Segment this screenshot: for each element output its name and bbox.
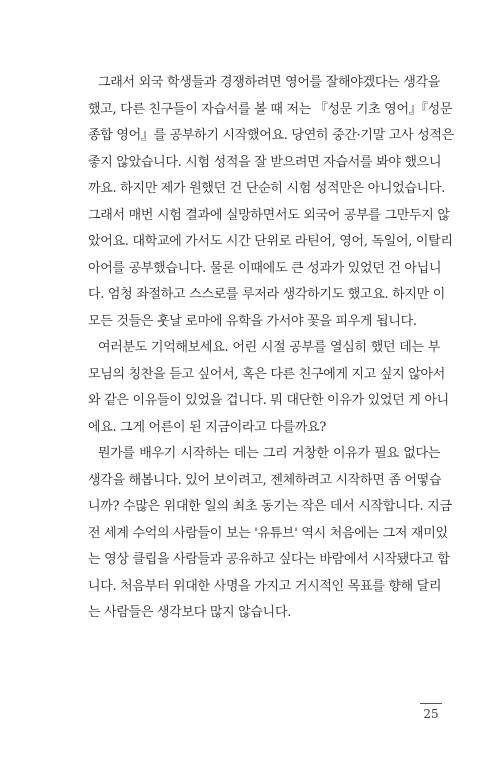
paragraph-2: [88, 335, 449, 441]
page-number: 25: [423, 707, 439, 721]
text-line: 여러분도 기억해보세요. 어린 시절 공부를 열심히 했던 데는 부: [98, 340, 440, 355]
text-line: 아어를 공부했습니다. 물론 이때에도 큰 성과가 있었던 건 아닙니: [88, 260, 442, 276]
text-line: 그래서 매번 시험 결과에 실망하면서도 외국어 공부를 그만두지 않: [88, 207, 450, 223]
text-line: 에요. 그게 어른이 된 지금이라고 다를까요?: [88, 419, 327, 435]
text-line: 생각을 해봅니다. 있어 보이려고, 젠체하려고 시작하면 좀 어떻습: [88, 472, 442, 488]
text-line: 니다. 처음부터 위대한 사명을 가지고 거시적인 목표를 향해 달리: [88, 578, 442, 594]
text-line: 뭔가를 배우기 시작하는 데는 그리 거창한 이유가 필요 없다는: [98, 446, 440, 461]
text-line: 니까? 수많은 위대한 일의 최초 동기는 작은 데서 시작합니다. 지금: [88, 499, 452, 514]
text-line: 는 사람들은 생각보다 많지 않습니다.: [88, 605, 292, 620]
text-line: 종합 영어』를 공부하기 시작했어요. 당연히 중간·기말 고사 성적은: [88, 128, 454, 143]
text-line: 전 세계 수억의 사람들이 보는 '유튜브' 역시 처음에는 그저 재미있: [88, 525, 448, 541]
text-line: 모든 것들은 훗날 로마에 유학을 가서야 꽃을 피우게 됩니다.: [88, 313, 417, 329]
body-text: [88, 70, 454, 627]
paragraph-1: [88, 70, 454, 335]
text-line: 까요. 하지만 제가 원했던 건 단순히 시험 성적만은 아니었습니다.: [88, 181, 446, 196]
text-line: 와 같은 이유들이 있었을 겁니다. 뭐 대단한 이유가 있었던 게 아니: [88, 393, 449, 408]
text-line: 그래서 외국 학생들과 경쟁하려면 영어를 잘해야겠다는 생각을: [98, 75, 440, 90]
text-line: 모님의 칭찬을 듣고 싶어서, 혹은 다른 친구에게 지고 싶지 않아서: [88, 366, 446, 382]
text-line: 았어요. 대학교에 가서도 시간 단위로 라틴어, 영어, 독일어, 이탈리: [88, 234, 453, 249]
paragraph-3: [88, 441, 452, 627]
text-line: 는 영상 클립을 사람들과 공유하고 싶다는 바람에서 시작됐다고 합: [88, 552, 450, 567]
text-line: 다. 엄청 좌절하고 스스로를 루저라 생각하기도 했고요. 하지만 이: [88, 287, 446, 302]
page-number-rule: [420, 703, 442, 704]
text-line: 좋지 않았습니다. 시험 성적을 잘 받으려면 자습서를 봐야 했으니: [88, 154, 442, 170]
text-line: 했고, 다른 친구들이 자습서를 볼 때 저는 『성문 기초 영어』『성문: [88, 101, 453, 117]
